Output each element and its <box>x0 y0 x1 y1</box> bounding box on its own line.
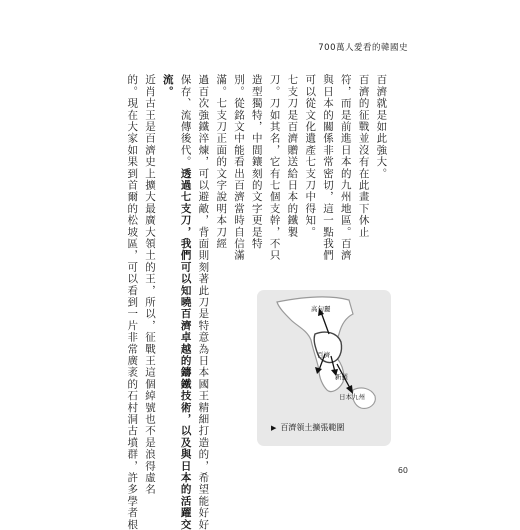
text-segment: 百濟就是如此強大。 <box>375 74 388 180</box>
text-segment: 可以從文化遺產七支刀中得知。 <box>304 74 317 238</box>
text-column <box>356 74 370 238</box>
text-segment: 保存、流傳後代。 <box>179 74 192 168</box>
text-column <box>178 74 192 530</box>
text-column <box>303 74 317 238</box>
text-segment: 與日本的關係非常密切，這一點我們 <box>322 74 334 262</box>
text-column <box>250 74 264 250</box>
text-segment: 滿。七支刀正面的文字說明本刀經 <box>215 74 228 250</box>
play-triangle-icon: ▶ <box>271 424 277 432</box>
map-figure <box>257 290 391 446</box>
text-column <box>214 74 228 250</box>
running-head: 700萬人愛看的韓國史 <box>318 43 408 53</box>
text-column <box>196 74 210 530</box>
page-number: 60 <box>397 466 408 475</box>
text-segment: 造型獨特，中間鑲刻的文字更是特 <box>250 74 263 250</box>
text-column <box>321 74 335 261</box>
map-label-baekje: 百濟 <box>317 351 330 359</box>
text-column <box>232 74 246 261</box>
map-label-goguryeo: 高句麗 <box>311 305 331 313</box>
text-column <box>374 74 388 179</box>
map-label-kyushu: 日本九州 <box>339 393 365 401</box>
text-column <box>339 74 353 261</box>
text-segment: 過百次強鐵淬煉，可以避敵，背面則刻著此刀是特意為日本國王精細打造的，希望能好好 <box>197 74 210 530</box>
text-segment: 百濟的征戰並沒有在此畫下休止 <box>357 74 370 238</box>
map-caption <box>271 422 344 433</box>
map-caption-text: 百濟領土擴張範圍 <box>280 423 345 432</box>
text-segment: 的。現在大家如果到首爾的松坡區，可以看到一片非常廣袤的石村洞古墳群，許多學者根 <box>126 74 139 530</box>
text-segment: 刀。刀如其名，它有七個支幹，不只 <box>268 74 281 262</box>
text-segment: 七支刀是百濟贈送給日本的鐵製 <box>286 74 299 238</box>
emphasized-text: 透過七支刀，我們可以知曉百濟卓越的鑄鐵技術，以及與日本的活躍交 <box>179 167 192 530</box>
text-column <box>161 74 175 97</box>
map-label-silla: 新羅 <box>335 373 348 381</box>
text-column <box>285 74 299 238</box>
text-segment: 近肖古王是百濟史上擴大最廣大領土的王，所以，征戰王這個綽號也不是浪得虛名 <box>144 74 156 496</box>
text-column <box>143 74 157 495</box>
text-column <box>125 74 139 530</box>
emphasized-text: 流。 <box>161 74 174 98</box>
text-segment: 別。從銘文中能看出百濟當時自信滿 <box>233 74 245 262</box>
text-column <box>267 74 281 261</box>
text-segment: 符，而是前進日本的九州地區。百濟 <box>339 74 352 262</box>
